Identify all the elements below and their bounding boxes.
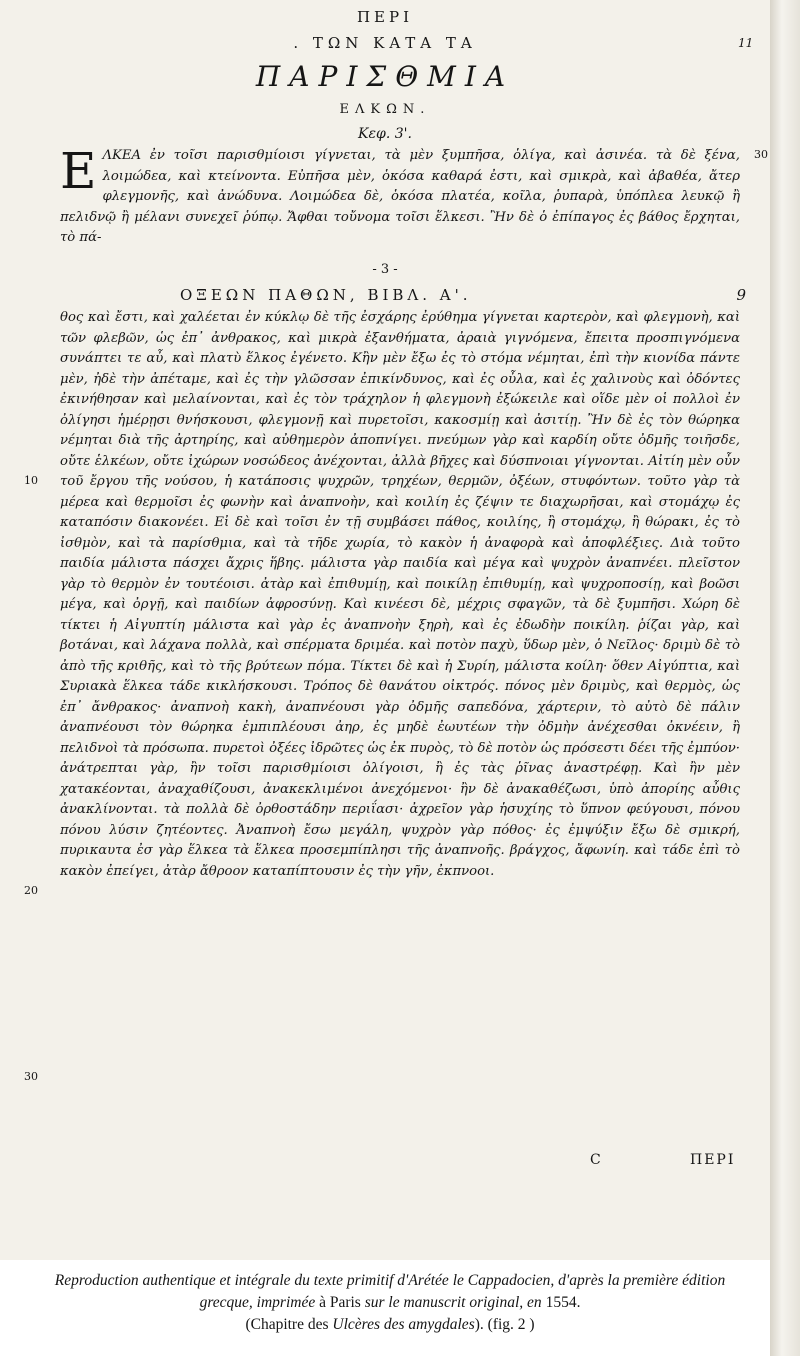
caption-text-6: Ulcères des amygdales	[332, 1316, 475, 1333]
caption-text-2: à Paris	[315, 1294, 365, 1311]
margin-number: 20	[24, 884, 38, 897]
header-helkon: ΕΛΚΩΝ.	[339, 102, 431, 117]
margin-number: 30	[24, 1070, 38, 1083]
signature-mark: C	[590, 1152, 601, 1168]
paragraph-2-text: θος καὶ ἔστι, καὶ χαλέεται ἐν κύκλῳ δὲ τῆς ἐσχάρης ἐρύθημα γίγνεται καρτερὸν, καὶ φλεγμονὴ, καὶ τῶν φλεβῶν, ὡς ἐπ᾽ ἀνθρακος, καὶ μικρὰ ἐξανθήματα, ἀραιὰ γιγνόμενα, ἔπειτα προσπιγνόμενα συνάπτει τε αὖ, καὶ πλατὺ ἕλκος ἐγένετο. Κἢν μὲν ἔξω ἐς τὸ στόμα νέμηται, ἐπὶ τὴν κιονίδα πάντε μὲν, ἠδὲ τὴν ἀπέταμε, καὶ ἐς τὴν γλῶσσαν ἐπικίνδυνος, καὶ ἐς οὖλα, καὶ ἐς χαλινοὺς καὶ ὀδόντες ἐκινήθησαν καὶ μελαίνονται, καὶ ἐς τὸν τράχηλον ἡ φλεγμονὴ ἐξώκειλε καὶ οἵδε μὲν οἱ πολλοὶ ἐν ὀλίγησι ἡμέρῃσι θνήσκουσι, φλεγμονῇ καὶ πυρετοῖσι, κακοσμίῃ καὶ ἀσιτίῃ. Ἢν δὲ ἐς τὸν θώρηκα νέμηται διὰ τῆς ἀρτηρίης, καὶ αὐθημερὸν ἀποπνίγει. πνεύμων γὰρ καὶ καρδίη οὔτε ὀδμῆς τοιῆσδε, οὔτε ἑλκέων, οὔτε ἰχώρων νοσώδεος ἀνέχονται, ἀλλὰ βῆχες καὶ δύσπνοιαι γίγνονται. Αἰτίη μὲν οὖν τοῦ ἔργου τῆς νούσου, ἡ κατάποσις ψυχρῶν, τρηχέων, θερμῶν, ὀξέων, στυφόντων. τοῦτο γὰρ τὰ μέρεα καὶ θερμοῖσι ἐς φωνὴν καὶ ἀναπνοὴν, καὶ κοιλίη ἐς ζέψιν τε διαχωρῆσαι, καὶ στομάχῳ ἐς καταπόσιν διακονέει. Εἰ δὲ καὶ τοῖσι ἐν τῇ συμβάσει πάθος, κοιλίης, ἢ στομάχῳ, ἢ θώρακι, ἐς τὸ ἰσθμὸν, καὶ τὰ παρίσθμια, καὶ τὰ τῆδε χωρία, τὸ κακὸν ἡ ἀναφορὰ καὶ ἀποφλέξιες. Διὰ τοῦτο παιδία μάλιστα πάσχει ἄχρις ἥβης. μάλιστα γὰρ παιδία καὶ μέγα καὶ ψυχρὸν ἀναπνέει. πλεῖστον γὰρ τὸ θερμὸν ἐν τουτέοισι. ἀτὰρ καὶ ἐπιθυμίῃ, καὶ ποικίλῃ ἐπιθυμίῃ, καὶ ψυχροποσίῃ, καὶ βοῶσι μέγα, καὶ ὀργῇ, καὶ παιδίων ἀφροσύνῃ. Καὶ κινέεσι δὲ, μέχρις σφαγῶν, τὰ δὲ ξυμπῆσι. Χώρη δὲ τίκτει ἡ Αἰγυπτίη μάλιστα καὶ γὰρ ἐς ἀναπνοὴν ξηρὴ, καὶ ἐς ἐδωδὴν ποικίλη. ῥίζαι γὰρ, καὶ βοτάναι, καὶ λάχανα πολλὰ, καὶ σπέρματα δριμέα. καὶ ποτὸν παχὺ, ὕδωρ μὲν, ὁ Νεῖλος· δριμὺ δὲ τὸ ἀπὸ τῆς κριθῆς, καὶ τὸ τῆς βρύτεων πόμα. Τίκτει δὲ καὶ ἡ Συρίη, μάλιστα κοίλη· ὅθεν Αἰγύπτια, καὶ Συριακὰ ἕλκεα τάδε κικλήσκουσι. Τρόπος δὲ θανάτου οἰκτρός. πόνος μὲν δριμὺς, καὶ θερμὸς, ὡς ἐπ᾽ ἄνθρακος· ἀναπνοὴ κακὴ, ἀναπνέουσι γὰρ ὀδμῆς σαπεδόνα, χάρτεριν, τὸ αὐτὸ δὲ πάλιν ἀναπνέουσι τὸν θώρηκα ἐμπιπλέουσι ἀηρ, ἐς μηδὲ ἐωυτέων τὴν ὀδμὴν ἀνέχεσθαι ὀκνέειν, ἢ πελιδνοὶ τὰ πρόσωπα. πυρετοὶ ὀξέες ἰδρῶτες ὡς ἐκ πυρὸς, τὸ δὲ ποτὸν ὡς πρόσεστι δέει τῆς ἐμπύον· ἀνάτρεπται γὰρ, ἢν τοῖσι παρισθμίοισι ὀλίγοισι, ἢ ἐς τὰς ῥῖνας ἀναστρέφῃ. Καὶ ἢν μὲν χατακέονται, ἀναχαθίζουσι, ἀνακεκλιμένοι ἀνεχόμενοι· ἢν δὲ ἀνακαθέζωσι, ὑπὸ ἀπορίης αὖθις ἀνακλίνονται. τὰ πολλὰ δὲ ὀρθοστάδην περιΐασι· ἀχρεῖον γὰρ ἡσυχίης τὸ ὕπνον φεύγουσι, πόνου πόνου λύσιν ζητέοντες. Ἀναπνοὴ ἔσω μεγάλη, ψυχρὸν γὰρ πόθος· ἐς ἐμψύξιν ἔξω δὲ σμικρή, πυρικαυτα ἐσ γὰρ ἕλκεα τὰ ἕλκεα προσεμπίπλησι τῆς ἀναπνοῆς. βράγχος, ἄφωνίη. καὶ τάδε ἐπὶ τὸ κακὸν ἐπείγει, ἀτὰρ ἄθροον καταπίπτουσιν ἐς τὴν γῆν, ἐκπνοοι.	[60, 310, 740, 879]
page-number: 11	[738, 36, 754, 50]
paragraph-1	[60, 142, 740, 249]
paragraph-2	[60, 308, 740, 882]
caption-text-3: sur le manuscrit original, en	[364, 1294, 542, 1311]
margin-number: 30	[754, 148, 768, 161]
header-peri: ΠΕΡΙ	[356, 8, 414, 26]
caption-text-7: ). (fig. 2 )	[474, 1316, 535, 1333]
catchword: ΠΕΡΙ	[690, 1152, 736, 1168]
book-spine	[770, 0, 800, 1356]
header-subtitle: . ΤΩΝ ΚΑΤΑ ΤΑ	[293, 34, 477, 52]
chapter-number: Κεφ. 3'.	[358, 126, 412, 142]
section-ornament: - 3 -	[372, 262, 398, 277]
paragraph-1-text: ΛΚΕΑ ἐν τοῖσι παρισθμίοισι γίγνεται, τὰ μὲν ξυμπῆσα, ὁλίγα, καὶ ἀσινέα. τὰ δὲ ξένα, λοιμώδεα, καὶ κτείνοντα. Εὐπῆσα μὲν, ὁκόσα καθαρά ἐστι, καὶ σμικρὰ, καὶ ἀβαθέα, ἄτερ φλεγμονῆς, καὶ ἀνώδυνα. Λοιμώδεα δὲ, ὁκόσα πλατέα, κοῖλα, ῥυπαρὰ, ὑπόπλεα λευκῷ ἢ πελιδνῷ ἢ μέλανι συνεχεῖ ῥύπῳ. Ἄφθαι τοὔνομα τοῖσι ἕλκεσι. Ἢν δὲ ὁ ἐπίπαγος ἐς βάθος ἔρχηται, τὸ πά-	[60, 148, 740, 245]
figure-caption	[30, 1270, 750, 1336]
page-title: ΠΑΡΙΣΘΜΙΑ	[255, 60, 515, 93]
running-head-page: 9	[736, 286, 750, 304]
running-head-title: ΟΞΕΩΝ ΠΑΘΩΝ, ΒΙΒΛ. Α'.	[180, 286, 472, 304]
caption-text-1: Reproduction authentique et intégrale du texte primitif d'Arétée le Cappadocien, d'après la première édition grecque, imprimée	[54, 1272, 726, 1311]
margin-number: 10	[24, 474, 38, 487]
caption-text-5: (Chapitre des	[245, 1316, 333, 1333]
caption-text-4: 1554.	[541, 1294, 581, 1311]
drop-cap: Ε	[60, 142, 97, 200]
